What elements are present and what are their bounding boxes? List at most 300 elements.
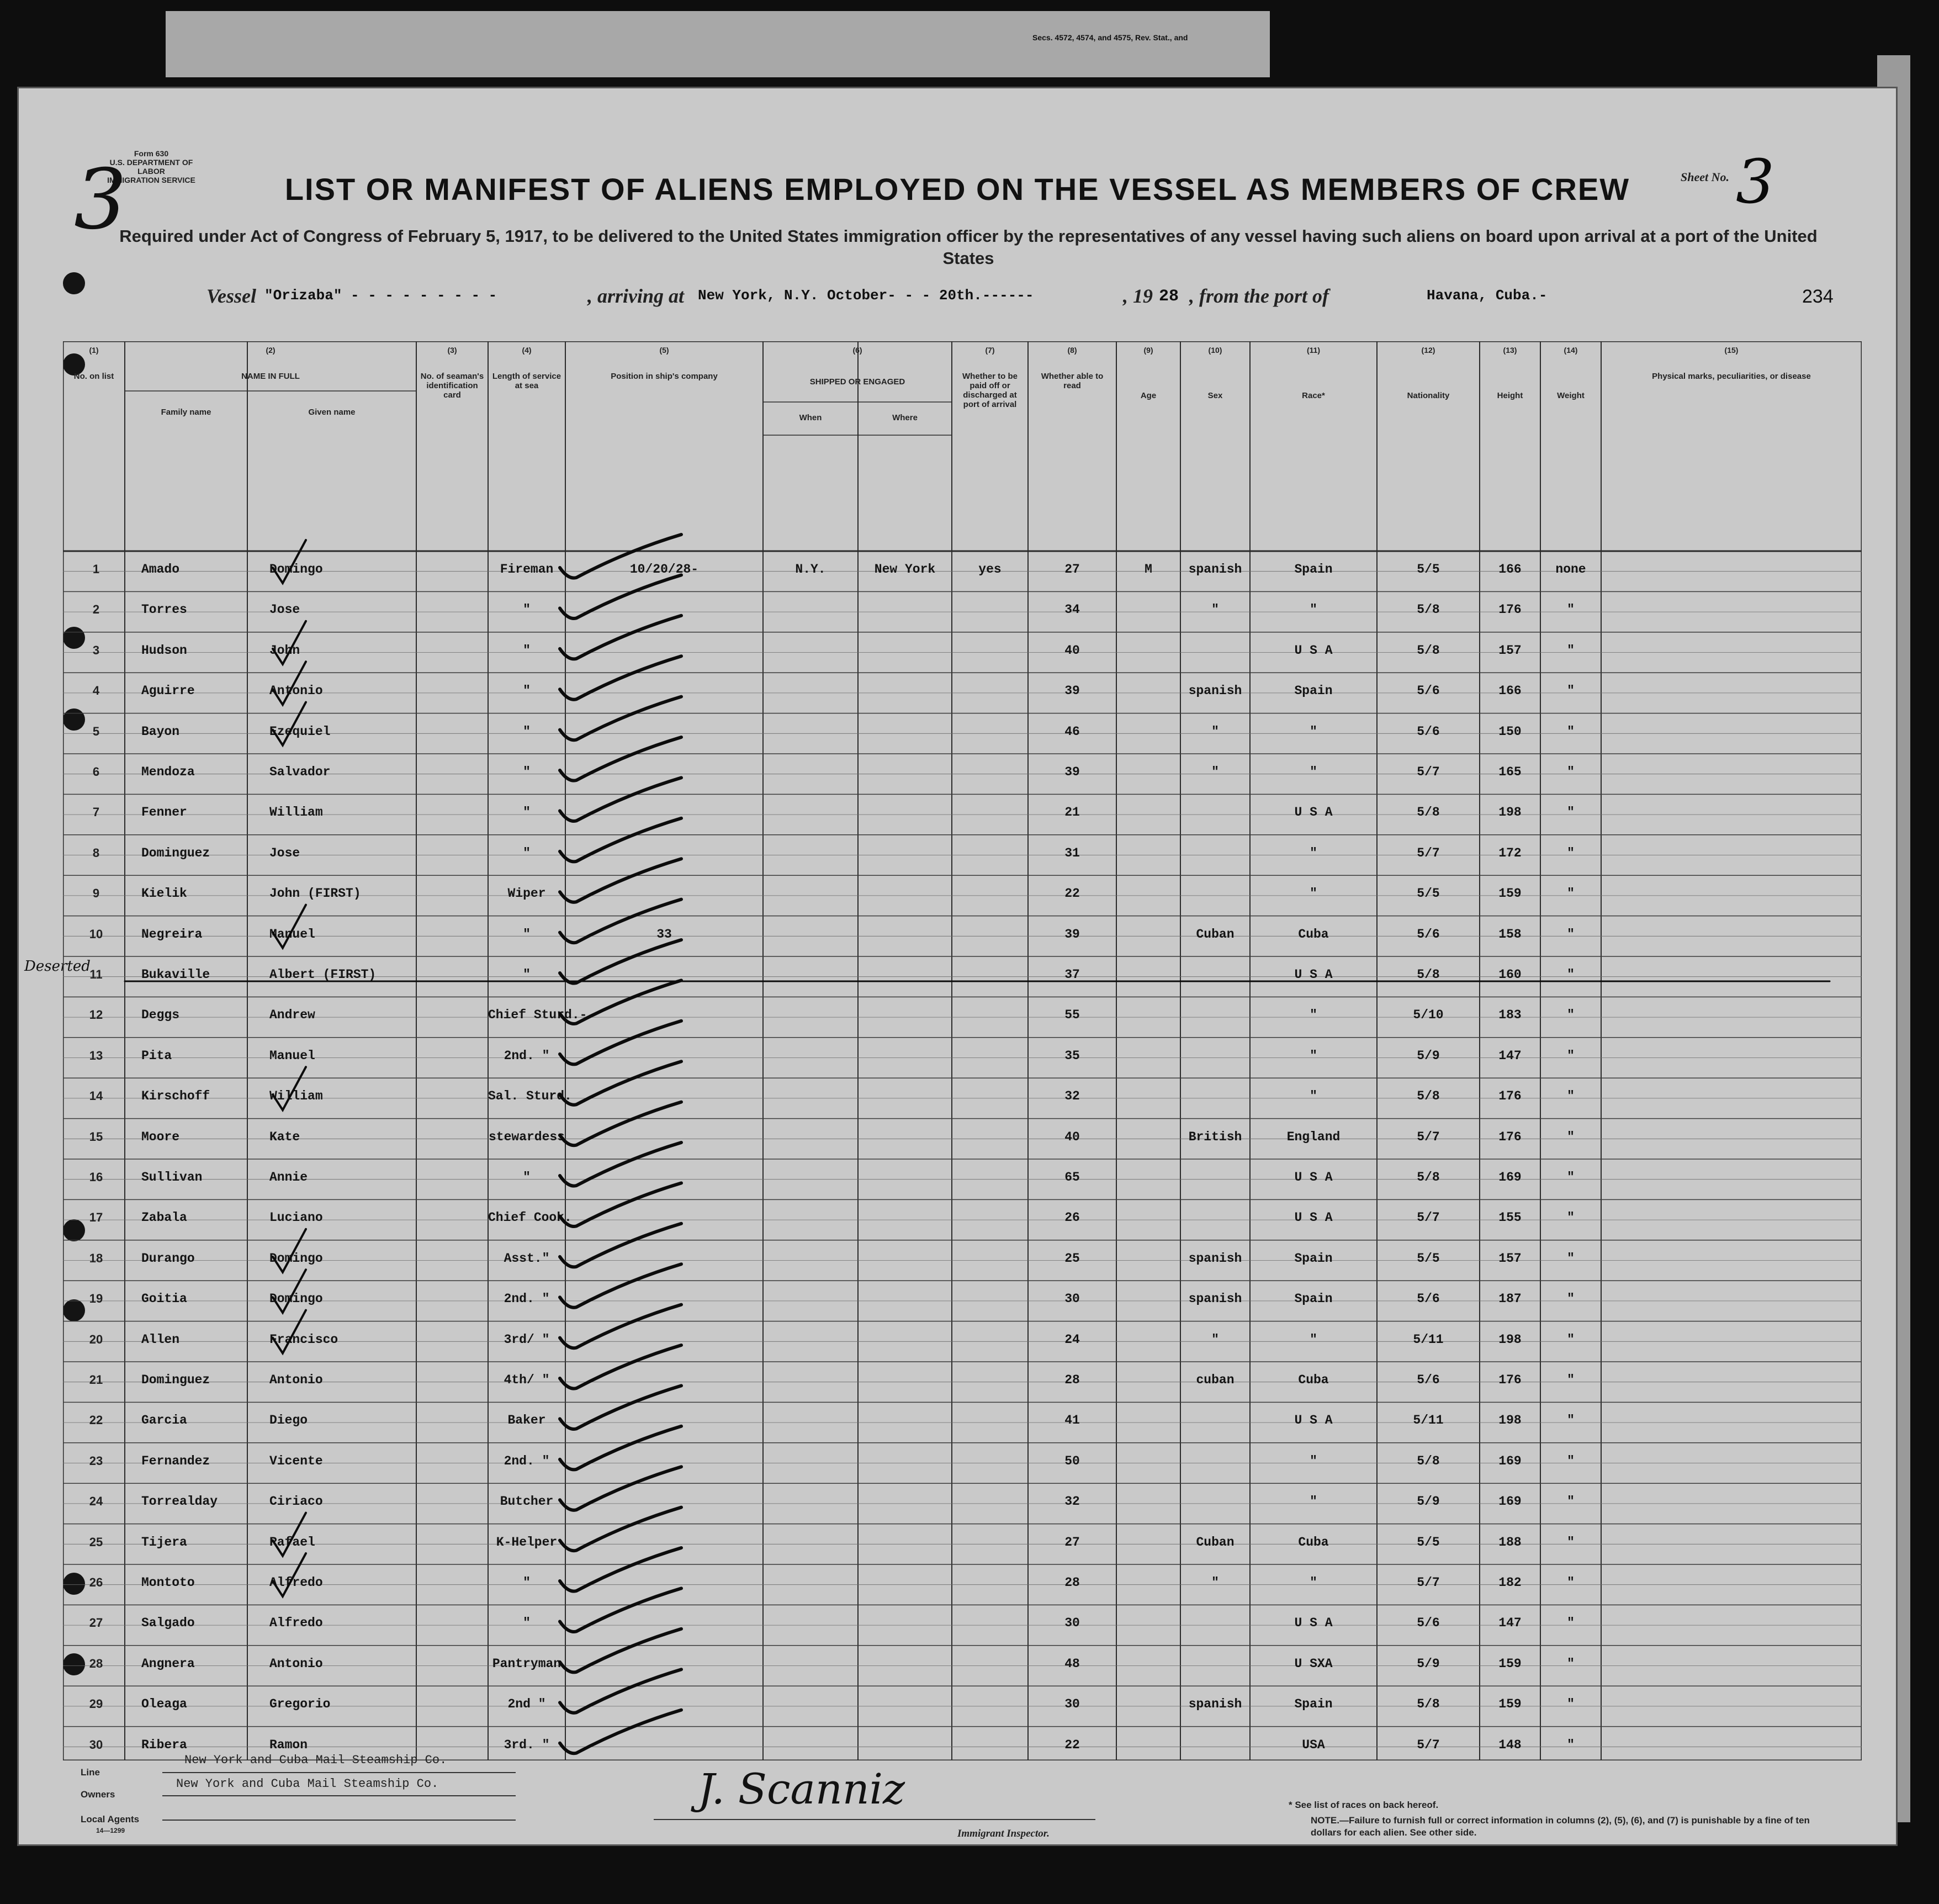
- cell-nationality: ": [1310, 886, 1317, 901]
- column-header-c12: Nationality: [1407, 391, 1450, 400]
- cell-family: Mendoza: [141, 765, 195, 779]
- vessel-label: Vessel: [206, 285, 256, 307]
- races-note: * See list of races on back hereof.: [1289, 1800, 1439, 1810]
- cell-height: 5/5: [1417, 1535, 1440, 1549]
- cell-position: ": [523, 927, 531, 942]
- cell-height: 5/7: [1417, 845, 1440, 860]
- cell-when: 33: [656, 927, 672, 942]
- cell-nationality: Spain: [1294, 1697, 1333, 1712]
- column-header-shipped-when: When: [799, 413, 822, 422]
- cell-age: 40: [1064, 1129, 1080, 1144]
- cell-position: 3rd. ": [504, 1737, 550, 1752]
- cell-position: Fireman: [500, 562, 554, 577]
- cell-family: Torrealday: [141, 1494, 218, 1509]
- cell-position: ": [523, 643, 531, 658]
- cell-position: K-Helper: [496, 1535, 558, 1549]
- cell-race: cuban: [1196, 1373, 1235, 1387]
- column-number-c5: (5): [659, 346, 669, 355]
- cell-weight: 183: [1498, 1008, 1522, 1023]
- cell-nationality: Cuba: [1298, 1373, 1329, 1387]
- row-number: 25: [89, 1535, 103, 1549]
- cell-position: 4th/ ": [504, 1373, 550, 1387]
- cell-nationality: U S A: [1294, 643, 1333, 658]
- cell-height: 5/7: [1417, 1737, 1440, 1752]
- cell-weight: 176: [1498, 1373, 1522, 1387]
- cell-marks: ": [1567, 1413, 1575, 1428]
- column-number-c4: (4): [522, 346, 532, 355]
- cell-marks: ": [1567, 927, 1575, 942]
- cell-age: 22: [1064, 1737, 1080, 1752]
- row-number: 16: [89, 1170, 103, 1184]
- cell-position: ": [523, 765, 531, 779]
- background-page-strip: [166, 11, 1270, 77]
- cell-position: ": [523, 1575, 531, 1590]
- cell-age: 65: [1064, 1170, 1080, 1184]
- cell-position: Pantryman: [492, 1656, 561, 1671]
- inspector-label: Immigrant Inspector.: [957, 1828, 1050, 1839]
- service-name: IMMIGRATION SERVICE: [107, 176, 195, 184]
- cell-marks: ": [1567, 1373, 1575, 1387]
- cell-position: 3rd/ ": [504, 1332, 550, 1347]
- cell-family: Moore: [141, 1129, 180, 1144]
- cell-nationality: USA: [1302, 1737, 1325, 1752]
- year-value: 28: [1159, 287, 1179, 306]
- cell-weight: 188: [1498, 1535, 1522, 1549]
- row-number: 4: [92, 684, 100, 698]
- cell-paid: New York: [874, 562, 936, 577]
- cell-given: Rafael: [269, 1535, 315, 1549]
- cell-given: Annie: [269, 1170, 308, 1184]
- cell-height: 5/8: [1417, 1453, 1440, 1468]
- cell-given: Alfredo: [269, 1616, 323, 1631]
- cell-family: Negreira: [141, 927, 203, 942]
- row-number: 9: [92, 886, 100, 901]
- cell-nationality: U S A: [1294, 967, 1333, 982]
- row-number: 2: [92, 602, 100, 617]
- cell-given: Domingo: [269, 562, 323, 577]
- row-number: 12: [89, 1008, 103, 1022]
- cell-position: ": [523, 967, 531, 982]
- cell-nationality: U S A: [1294, 1616, 1333, 1631]
- row-number: 1: [92, 562, 100, 576]
- cell-weight: 166: [1498, 684, 1522, 699]
- cell-family: Oleaga: [141, 1697, 187, 1712]
- deserted-note: Deserted: [24, 958, 91, 975]
- cell-weight: 169: [1498, 1494, 1522, 1509]
- row-number: 11: [89, 967, 103, 981]
- cell-weight: 158: [1498, 927, 1522, 942]
- footer-rules: [19, 88, 1896, 1844]
- cell-height: 5/7: [1417, 1575, 1440, 1590]
- cell-family: Montoto: [141, 1575, 195, 1590]
- cell-race: spanish: [1188, 1697, 1242, 1712]
- cell-marks: ": [1567, 1697, 1575, 1712]
- cell-position: Asst.": [504, 1251, 550, 1266]
- cell-position: ": [523, 724, 531, 739]
- cell-height: 5/5: [1417, 886, 1440, 901]
- cell-family: Ribera: [141, 1737, 187, 1752]
- column-number-c11: (11): [1306, 346, 1321, 355]
- cell-family: Goitia: [141, 1292, 187, 1307]
- cell-marks: ": [1567, 684, 1575, 699]
- cell-age: 27: [1064, 562, 1080, 577]
- cell-given: Alfredo: [269, 1575, 323, 1590]
- cell-weight: 159: [1498, 886, 1522, 901]
- cell-race: Cuban: [1196, 1535, 1235, 1549]
- cell-marks: ": [1567, 1251, 1575, 1266]
- column-header-given-name: Given name: [308, 408, 356, 417]
- cell-given: Ciriaco: [269, 1494, 323, 1509]
- column-header-c9: Age: [1140, 391, 1157, 400]
- cell-position: ": [523, 602, 531, 617]
- penalty-note: NOTE.—Failure to furnish full or correct information in columns (2), (5), (6), and (7) is punishable by a fine of ten dollars for each alien. See other side.: [1311, 1815, 1810, 1838]
- cell-race: ": [1211, 765, 1219, 779]
- cell-family: Angnera: [141, 1656, 195, 1671]
- row-number: 14: [89, 1089, 103, 1103]
- cell-height: 5/8: [1417, 602, 1440, 617]
- cell-age: 27: [1064, 1535, 1080, 1549]
- cell-height: 5/8: [1417, 1697, 1440, 1712]
- cell-nationality: U SXA: [1294, 1656, 1333, 1671]
- cell-given: Jose: [269, 845, 300, 860]
- row-number: 7: [92, 805, 100, 819]
- row-number: 19: [89, 1292, 103, 1306]
- cell-given: Jose: [269, 602, 300, 617]
- cell-height: 5/8: [1417, 967, 1440, 982]
- cell-nationality: U S A: [1294, 1413, 1333, 1428]
- cell-family: Bayon: [141, 724, 180, 739]
- cell-height: 5/8: [1417, 643, 1440, 658]
- column-header-c1: No. on list: [73, 372, 114, 381]
- from-port-label: , from the port of: [1189, 285, 1329, 307]
- cell-race: British: [1188, 1129, 1242, 1144]
- cell-given: Diego: [269, 1413, 308, 1428]
- cell-nationality: ": [1310, 1048, 1317, 1063]
- cell-marks: ": [1567, 1616, 1575, 1631]
- vessel-name: "Orizaba" - - - - - - - - -: [264, 287, 497, 304]
- cell-age: 26: [1064, 1210, 1080, 1225]
- cell-family: Aguirre: [141, 684, 195, 699]
- cell-family: Kirschoff: [141, 1089, 210, 1104]
- cell-age: 39: [1064, 684, 1080, 699]
- cell-nationality: ": [1310, 1332, 1317, 1347]
- cell-weight: 198: [1498, 1413, 1522, 1428]
- row-number: 15: [89, 1129, 103, 1144]
- cell-age: 30: [1064, 1616, 1080, 1631]
- cell-given: Albert (FIRST): [269, 967, 377, 982]
- cell-weight: 187: [1498, 1292, 1522, 1307]
- cell-position: Chief Sturd.-: [488, 1008, 587, 1023]
- cell-family: Allen: [141, 1332, 180, 1347]
- cell-weight: 166: [1498, 562, 1522, 577]
- row-number: 29: [89, 1697, 103, 1711]
- cell-height: 5/6: [1417, 1292, 1440, 1307]
- cell-marks: ": [1567, 1332, 1575, 1347]
- cell-weight: 176: [1498, 1129, 1522, 1144]
- cell-given: Domingo: [269, 1251, 323, 1266]
- cell-position: ": [523, 1616, 531, 1631]
- cell-height: 5/8: [1417, 1089, 1440, 1104]
- row-number: 28: [89, 1656, 103, 1670]
- column-header-c7: Whether to be paid off or discharged at port of arrival: [962, 372, 1018, 409]
- local-agents-label: Local Agents: [81, 1814, 140, 1824]
- cell-height: 5/10: [1413, 1008, 1444, 1023]
- column-header-c3: No. of seaman's identification card: [420, 372, 484, 400]
- cell-marks: ": [1567, 1737, 1575, 1752]
- cell-given: Antonio: [269, 684, 323, 699]
- owners-value: New York and Cuba Mail Steamship Co.: [176, 1777, 439, 1791]
- cell-marks: ": [1567, 1210, 1575, 1225]
- cell-marks: none: [1555, 562, 1586, 577]
- cell-age: 30: [1064, 1697, 1080, 1712]
- row-number: 8: [92, 845, 100, 860]
- cell-weight: 172: [1498, 845, 1522, 860]
- cell-family: Salgado: [141, 1616, 195, 1631]
- cell-marks: ": [1567, 643, 1575, 658]
- cell-nationality: ": [1310, 1575, 1317, 1590]
- column-number-c6: (6): [852, 346, 862, 355]
- cell-height: 5/7: [1417, 1129, 1440, 1144]
- cell-age: 46: [1064, 724, 1080, 739]
- cell-given: Ezequiel: [269, 724, 331, 739]
- cell-nationality: England: [1286, 1129, 1341, 1144]
- cell-given: Kate: [269, 1129, 300, 1144]
- cell-race: ": [1211, 1575, 1219, 1590]
- column-header-c4: Length of service at sea: [492, 372, 561, 390]
- cell-marks: ": [1567, 1575, 1575, 1590]
- column-number-c15: (15): [1724, 346, 1739, 355]
- cell-position: ": [523, 1170, 531, 1184]
- cell-position: 2nd. ": [504, 1292, 550, 1307]
- column-header-c8: Whether able to read: [1041, 372, 1104, 390]
- cell-nationality: ": [1310, 724, 1317, 739]
- cell-race: spanish: [1188, 1292, 1242, 1307]
- line-label: Line: [81, 1767, 100, 1778]
- cell-nationality: Cuba: [1298, 1535, 1329, 1549]
- cell-nationality: Spain: [1294, 684, 1333, 699]
- cell-family: Amado: [141, 562, 180, 577]
- column-number-c10: (10): [1208, 346, 1222, 355]
- column-number-c13: (13): [1503, 346, 1517, 355]
- cell-height: 5/8: [1417, 805, 1440, 820]
- cell-age: 40: [1064, 643, 1080, 658]
- column-header-c13: Height: [1497, 391, 1523, 400]
- cell-given: Manuel: [269, 1048, 315, 1063]
- cell-weight: 147: [1498, 1048, 1522, 1063]
- row-number: 24: [89, 1494, 103, 1509]
- cell-weight: 165: [1498, 765, 1522, 779]
- column-header-shipped-where: Where: [892, 413, 918, 422]
- cell-family: Fernandez: [141, 1453, 210, 1468]
- cell-marks: ": [1567, 724, 1575, 739]
- cell-given: Gregorio: [269, 1697, 331, 1712]
- cell-family: Pita: [141, 1048, 172, 1063]
- row-number: 17: [89, 1210, 103, 1225]
- cell-marks: ": [1567, 1129, 1575, 1144]
- manifest-sheet: [19, 88, 1896, 1844]
- column-header-c15: Physical marks, peculiarities, or disease: [1652, 372, 1811, 381]
- cell-position: ": [523, 684, 531, 699]
- cell-nationality: Spain: [1294, 562, 1333, 577]
- cell-given: Vicente: [269, 1453, 323, 1468]
- column-header-c2: NAME IN FULL: [241, 372, 300, 381]
- cell-age: 48: [1064, 1656, 1080, 1671]
- cell-weight: 169: [1498, 1170, 1522, 1184]
- cell-marks: ": [1567, 1048, 1575, 1063]
- sheet-number: 3: [1736, 146, 1774, 217]
- cell-nationality: ": [1310, 1008, 1317, 1023]
- column-number-c14: (14): [1564, 346, 1578, 355]
- column-number-c1: (1): [89, 346, 99, 355]
- cell-nationality: ": [1310, 1089, 1317, 1104]
- cell-marks: ": [1567, 1535, 1575, 1549]
- row-number: 26: [89, 1575, 103, 1589]
- cell-weight: 198: [1498, 1332, 1522, 1347]
- cell-age: 34: [1064, 602, 1080, 617]
- cell-age: 50: [1064, 1453, 1080, 1468]
- cell-weight: 147: [1498, 1616, 1522, 1631]
- cell-weight: 159: [1498, 1656, 1522, 1671]
- row-number: 22: [89, 1413, 103, 1427]
- cell-position: 2nd. ": [504, 1453, 550, 1468]
- cell-height: 5/11: [1413, 1332, 1444, 1347]
- row-number: 23: [89, 1453, 103, 1468]
- cell-marks: ": [1567, 1453, 1575, 1468]
- cell-marks: ": [1567, 1089, 1575, 1104]
- cell-age: 30: [1064, 1292, 1080, 1307]
- cell-given: William: [269, 805, 323, 820]
- cell-family: Garcia: [141, 1413, 187, 1428]
- cell-given: Francisco: [269, 1332, 338, 1347]
- page-subtitle: Required under Act of Congress of February 5, 1917, to be delivered to the United States immigration officer by the representatives of any vessel having such aliens on board upon arrival at a port of the United States: [119, 226, 1818, 268]
- cell-position: 2nd. ": [504, 1048, 550, 1063]
- cell-weight: 160: [1498, 967, 1522, 982]
- cell-age: 41: [1064, 1413, 1080, 1428]
- arriving-value: New York, N.Y. October- - - 20th.------: [698, 287, 1034, 304]
- cell-given: Luciano: [269, 1210, 323, 1225]
- column-number-c2: (2): [266, 346, 276, 355]
- cell-marks: ": [1567, 1008, 1575, 1023]
- cell-race: ": [1211, 1332, 1219, 1347]
- cell-age: 32: [1064, 1494, 1080, 1509]
- cell-height: 5/6: [1417, 1616, 1440, 1631]
- cell-race: spanish: [1188, 562, 1242, 577]
- cell-given: Andrew: [269, 1008, 315, 1023]
- cell-height: 5/9: [1417, 1656, 1440, 1671]
- cell-position: Butcher: [500, 1494, 554, 1509]
- cell-family: Torres: [141, 602, 187, 617]
- cell-given: Domingo: [269, 1292, 323, 1307]
- cell-height: 5/8: [1417, 1170, 1440, 1184]
- sheet-number-label: Sheet No.: [1681, 170, 1729, 184]
- column-header-c6: SHIPPED OR ENGAGED: [809, 377, 905, 387]
- cell-age: 35: [1064, 1048, 1080, 1063]
- cell-weight: 182: [1498, 1575, 1522, 1590]
- cell-nationality: ": [1310, 845, 1317, 860]
- cell-family: Kielik: [141, 886, 187, 901]
- corner-sheet-number: 3: [74, 152, 127, 248]
- cell-height: 5/6: [1417, 724, 1440, 739]
- row-number: 6: [92, 765, 100, 779]
- cell-age: 21: [1064, 805, 1080, 820]
- page-title: LIST OR MANIFEST OF ALIENS EMPLOYED ON THE VESSEL AS MEMBERS OF CREW: [284, 172, 1630, 207]
- year-label: , 19: [1123, 285, 1153, 307]
- column-header-c10: Sex: [1207, 391, 1223, 400]
- cell-read: yes: [978, 562, 1002, 577]
- cell-given: Antonio: [269, 1373, 323, 1387]
- cell-weight: 159: [1498, 1697, 1522, 1712]
- cell-when: 10/20/28-: [629, 562, 699, 577]
- cell-nationality: U S A: [1294, 1170, 1333, 1184]
- cell-given: Manuel: [269, 927, 315, 942]
- column-number-c12: (12): [1421, 346, 1435, 355]
- cell-weight: 176: [1498, 602, 1522, 617]
- cell-family: Sullivan: [141, 1170, 203, 1184]
- cell-race: Cuban: [1196, 927, 1235, 942]
- cell-race: spanish: [1188, 1251, 1242, 1266]
- cell-age: 22: [1064, 886, 1080, 901]
- cell-nationality: ": [1310, 765, 1317, 779]
- cell-age: 28: [1064, 1575, 1080, 1590]
- cell-where: N.Y.: [795, 562, 826, 577]
- row-number: 10: [89, 927, 103, 941]
- cell-weight: 198: [1498, 805, 1522, 820]
- cell-given: William: [269, 1089, 323, 1104]
- column-header-c5: Position in ship's company: [611, 372, 718, 381]
- cell-family: Hudson: [141, 643, 187, 658]
- cell-height: 5/6: [1417, 1373, 1440, 1387]
- cell-marks: ": [1567, 845, 1575, 860]
- cell-height: 5/7: [1417, 1210, 1440, 1225]
- row-number: 13: [89, 1048, 103, 1062]
- inspector-signature: J. Scanniz: [698, 1764, 905, 1813]
- cell-family: Durango: [141, 1251, 195, 1266]
- cell-family: Fenner: [141, 805, 187, 820]
- cell-family: Bukaville: [141, 967, 210, 982]
- cell-position: 2nd ": [507, 1697, 546, 1712]
- column-number-c3: (3): [447, 346, 457, 355]
- cell-age: 37: [1064, 967, 1080, 982]
- cell-age: 31: [1064, 845, 1080, 860]
- cell-age: 28: [1064, 1373, 1080, 1387]
- cell-height: 5/7: [1417, 765, 1440, 779]
- cell-family: Dominguez: [141, 845, 210, 860]
- cell-nationality: U S A: [1294, 1210, 1333, 1225]
- row-number: 18: [89, 1251, 103, 1265]
- cell-given: John (FIRST): [269, 886, 361, 901]
- cell-height: 5/11: [1413, 1413, 1444, 1428]
- cell-nationality: Spain: [1294, 1292, 1333, 1307]
- cell-height: 5/5: [1417, 1251, 1440, 1266]
- cell-weight: 176: [1498, 1089, 1522, 1104]
- cell-height: 5/9: [1417, 1494, 1440, 1509]
- cell-family: Zabala: [141, 1210, 187, 1225]
- row-number: 20: [89, 1332, 103, 1346]
- cell-weight: 155: [1498, 1210, 1522, 1225]
- form-number: Form 630: [134, 149, 169, 158]
- cell-marks: ": [1567, 1656, 1575, 1671]
- from-port-value: Havana, Cuba.-: [1427, 287, 1548, 304]
- cell-age: 25: [1064, 1251, 1080, 1266]
- cell-position: ": [523, 845, 531, 860]
- cell-age: 39: [1064, 927, 1080, 942]
- cell-position: ": [523, 805, 531, 820]
- cell-family: Dominguez: [141, 1373, 210, 1387]
- cell-marks: ": [1567, 765, 1575, 779]
- cell-age: 39: [1064, 765, 1080, 779]
- row-number: 5: [92, 724, 100, 738]
- form-code: 14—1299: [96, 1827, 125, 1834]
